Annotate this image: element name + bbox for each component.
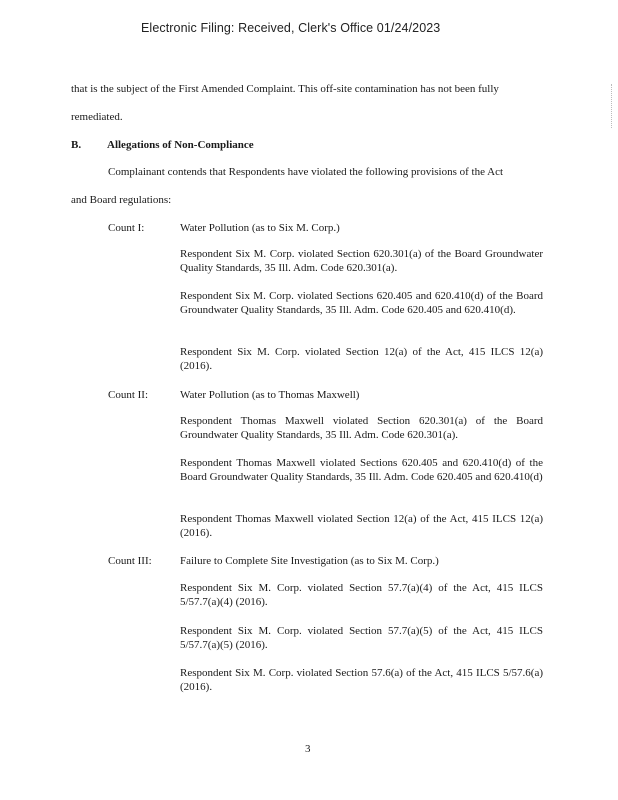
count-1-item-3: Respondent Six M. Corp. violated Section 12(a) of the Act, 415 ILCS 12(a) (2016). — [180, 346, 543, 372]
filing-stamp: Electronic Filing: Received, Clerk's Office 01/24/2023 — [141, 21, 441, 35]
count-3-title: Failure to Complete Site Investigation (as to Six M. Corp.) — [180, 555, 439, 567]
allegation-intro-line-1: Complainant contends that Respondents have violated the following provisions of the Act — [108, 166, 504, 178]
count-1-title: Water Pollution (as to Six M. Corp.) — [180, 222, 340, 234]
count-2-item-1: Respondent Thomas Maxwell violated Section 620.301(a) of the Board Groundwater Quality Standards, 35 Ill. Adm. Code 620.301(a). — [180, 415, 543, 441]
section-title: Allegations of Non-Compliance — [107, 139, 254, 151]
margin-mark — [611, 84, 614, 128]
count-1-item-1: Respondent Six M. Corp. violated Section 620.301(a) of the Board Groundwater Quality Standards, 35 Ill. Adm. Code 620.301(a). — [180, 248, 543, 274]
count-3-label: Count III: — [108, 555, 152, 567]
count-3-item-1: Respondent Six M. Corp. violated Section 57.7(a)(4) of the Act, 415 ILCS 5/57.7(a)(4) (2016). — [180, 582, 543, 608]
page-number: 3 — [305, 743, 311, 755]
count-3-item-2: Respondent Six M. Corp. violated Section 57.7(a)(5) of the Act, 415 ILCS 5/57.7(a)(5) (2016). — [180, 625, 543, 651]
intro-line-1: that is the subject of the First Amended Complaint. This off-site contamination has not been fully — [71, 83, 499, 95]
count-3-item-3: Respondent Six M. Corp. violated Section 57.6(a) of the Act, 415 ILCS 5/57.6(a) (2016). — [180, 667, 543, 693]
count-2-title: Water Pollution (as to Thomas Maxwell) — [180, 389, 360, 401]
section-letter: B. — [71, 139, 82, 151]
count-2-item-2: Respondent Thomas Maxwell violated Sections 620.405 and 620.410(d) of the Board Groundwater Quality Standards, 35 Ill. Adm. Code 620.405 and 620.410(d) — [180, 457, 543, 483]
section-heading — [71, 139, 254, 151]
count-1-label: Count I: — [108, 222, 145, 234]
count-1-item-2: Respondent Six M. Corp. violated Sections 620.405 and 620.410(d) of the Board Groundwater Quality Standards, 35 Ill. Adm. Code 620.405 and 620.410(d). — [180, 290, 543, 316]
allegation-intro-line-2: and Board regulations: — [71, 194, 172, 206]
intro-line-2: remediated. — [71, 111, 123, 123]
count-2-item-3: Respondent Thomas Maxwell violated Section 12(a) of the Act, 415 ILCS 12(a) (2016). — [180, 513, 543, 539]
count-2-label: Count II: — [108, 389, 149, 401]
